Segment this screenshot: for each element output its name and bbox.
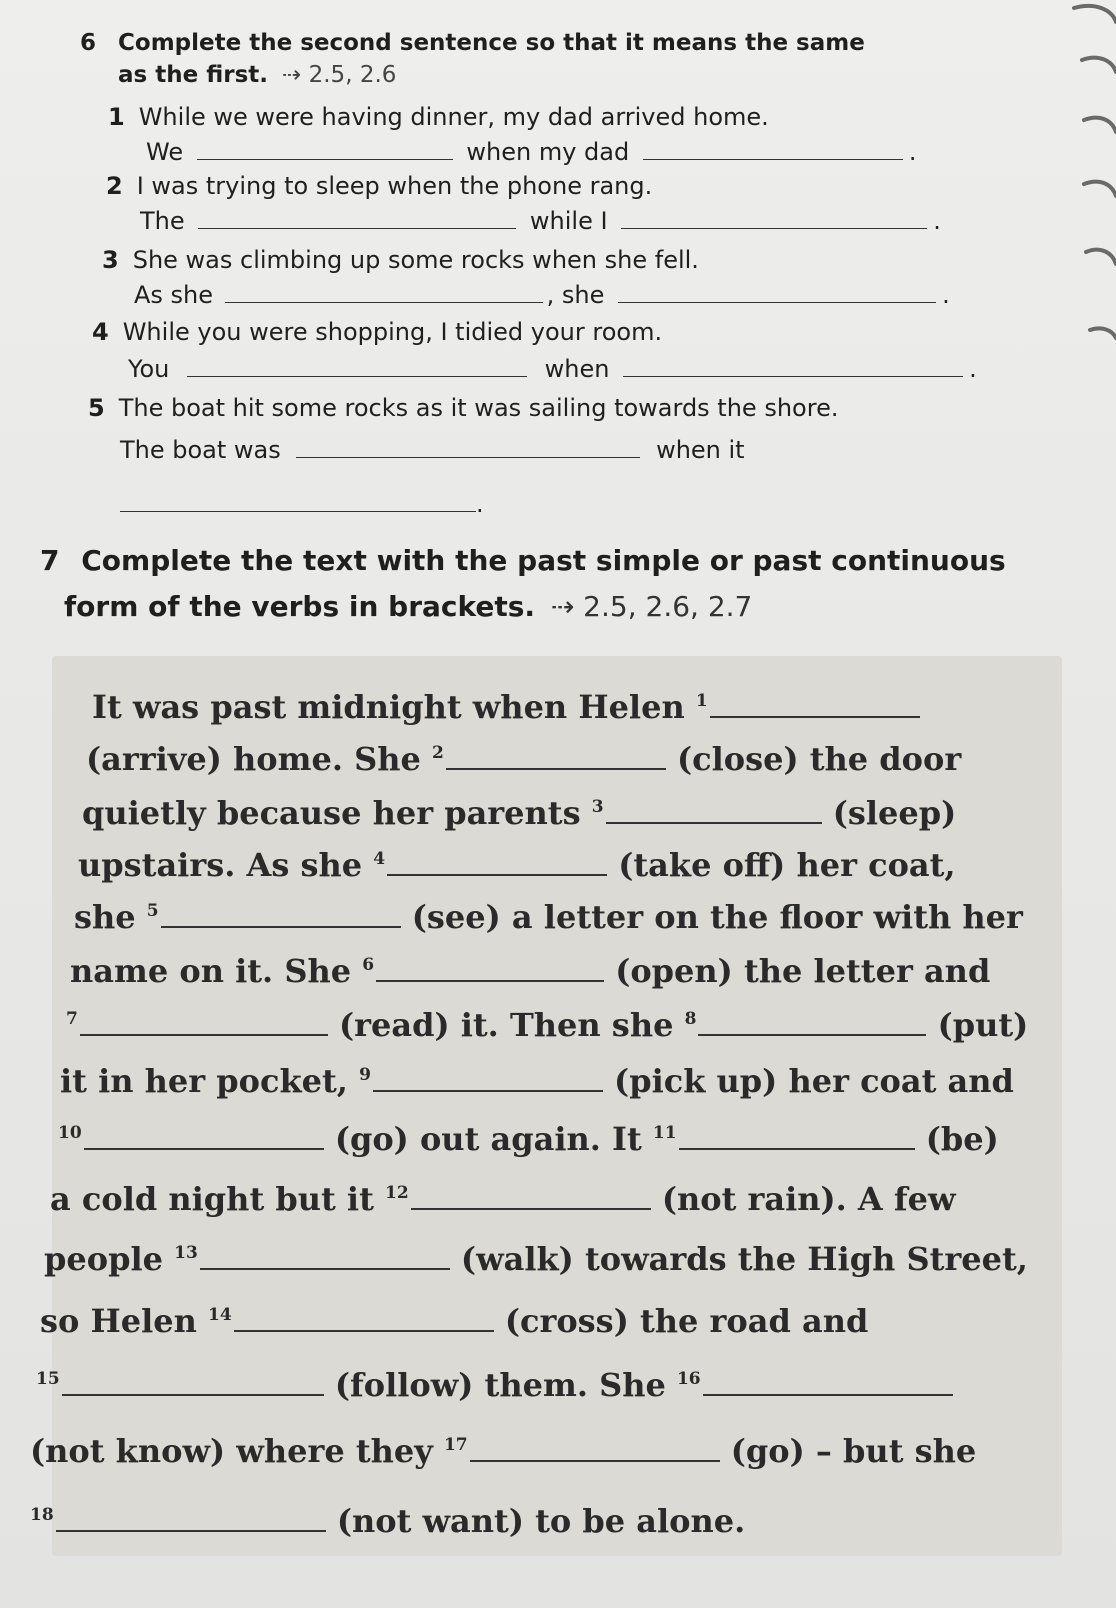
rewrite-middle: , she <box>546 281 605 309</box>
text-line-12 <box>40 1302 868 1340</box>
ex6-instruction-line2: as the first. <box>118 62 269 88</box>
ex6-item1-rewrite[interactable] <box>146 138 917 166</box>
ex6-item2-original <box>106 172 652 200</box>
answer-gap[interactable] <box>703 1394 953 1396</box>
end-stop: . <box>908 138 917 166</box>
original-sentence: The boat hit some rocks as it was sailing towards the shore. <box>118 394 839 422</box>
ex7-text-box <box>52 656 1062 1556</box>
text-fragment: she <box>74 898 136 936</box>
text-line-4 <box>78 846 956 884</box>
text-fragment: (not know) where they <box>30 1432 433 1470</box>
end-stop: . <box>942 281 950 309</box>
gap-number: 17 <box>443 1435 468 1456</box>
gap-number: 15 <box>36 1369 60 1390</box>
rewrite-start: The boat was <box>120 436 281 464</box>
gap-number: 14 <box>208 1305 232 1326</box>
text-fragment: (arrive) home. She <box>86 740 421 778</box>
text-fragment: (cross) the road and <box>504 1302 869 1340</box>
item-number: 1 <box>108 103 125 131</box>
text-fragment: (not want) to be alone. <box>336 1502 746 1540</box>
answer-blank[interactable] <box>197 159 453 160</box>
answer-gap[interactable] <box>470 1460 720 1462</box>
ex7-reference: ⇢ 2.5, 2.6, 2.7 <box>550 590 753 623</box>
answer-gap[interactable] <box>376 980 604 982</box>
answer-gap[interactable] <box>200 1268 450 1270</box>
gap-number: 13 <box>174 1243 198 1264</box>
ex6-item4-rewrite[interactable] <box>128 355 977 383</box>
item-number: 5 <box>88 394 105 422</box>
answer-gap[interactable] <box>411 1208 651 1210</box>
answer-gap[interactable] <box>84 1148 324 1150</box>
answer-blank[interactable] <box>225 302 543 303</box>
text-fragment: people <box>44 1240 163 1278</box>
answer-blank[interactable] <box>296 457 640 458</box>
text-fragment: (read) it. Then she <box>338 1006 674 1044</box>
answer-blank[interactable] <box>621 228 927 229</box>
ex6-item5-rewrite-cont[interactable] <box>120 490 484 518</box>
text-fragment: (pick up) her coat and <box>614 1062 1014 1100</box>
answer-gap[interactable] <box>161 926 401 928</box>
answer-gap[interactable] <box>387 874 607 876</box>
answer-gap[interactable] <box>679 1148 915 1150</box>
answer-blank[interactable] <box>198 228 516 229</box>
text-fragment: upstairs. As she <box>78 846 363 884</box>
ex6-heading <box>80 30 865 56</box>
answer-blank[interactable] <box>187 376 527 377</box>
gap-number: 4 <box>373 849 386 870</box>
ex6-item1-original <box>108 103 769 131</box>
answer-gap[interactable] <box>710 716 920 718</box>
text-line-9 <box>58 1120 999 1158</box>
ex7-number: 7 <box>40 544 60 577</box>
ex6-item5-rewrite[interactable] <box>120 436 745 464</box>
answer-gap[interactable] <box>80 1034 328 1036</box>
gap-number: 2 <box>431 743 444 764</box>
text-fragment: (not rain). A few <box>661 1180 956 1218</box>
answer-blank[interactable] <box>120 511 476 512</box>
gap-number: 11 <box>652 1123 677 1144</box>
text-line-15 <box>30 1502 745 1540</box>
gap-number: 12 <box>385 1183 409 1204</box>
text-fragment: (open) the letter and <box>615 952 991 990</box>
ex6-number: 6 <box>80 30 97 56</box>
gap-number: 6 <box>362 955 375 976</box>
text-line-2 <box>86 740 961 778</box>
original-sentence: I was trying to sleep when the phone rang. <box>136 172 653 200</box>
original-sentence: She was climbing up some rocks when she fell. <box>132 246 699 274</box>
text-fragment: (go) – but she <box>730 1432 977 1470</box>
item-number: 2 <box>106 172 123 200</box>
text-line-14 <box>30 1432 976 1470</box>
rewrite-start: You <box>128 355 170 383</box>
rewrite-middle: when <box>544 355 610 383</box>
text-fragment: (see) a letter on the floor with her <box>411 898 1023 936</box>
text-fragment: quietly because her parents <box>82 794 581 832</box>
rewrite-start: We <box>146 138 184 166</box>
end-stop: . <box>969 355 977 383</box>
gap-number: 7 <box>66 1009 78 1030</box>
ex7-instruction-line1: Complete the text with the past simple or past continuous <box>81 544 1006 577</box>
text-fragment: it in her pocket, <box>60 1062 348 1100</box>
rewrite-start: The <box>140 207 185 235</box>
answer-blank[interactable] <box>618 302 936 303</box>
text-line-6 <box>70 952 990 990</box>
text-fragment: It was past midnight when Helen <box>92 688 685 726</box>
text-fragment: (go) out again. It <box>334 1120 642 1158</box>
text-fragment: name on it. She <box>70 952 352 990</box>
ex6-item3-rewrite[interactable] <box>134 281 950 309</box>
ex6-heading-line2 <box>118 62 396 88</box>
end-stop: . <box>476 490 484 518</box>
text-line-10 <box>50 1180 956 1218</box>
gap-number: 18 <box>30 1505 54 1526</box>
text-line-7 <box>66 1006 1028 1044</box>
gap-number: 1 <box>695 691 708 712</box>
item-number: 4 <box>92 318 109 346</box>
ex7-instruction-line2: form of the verbs in brackets. <box>64 590 536 623</box>
text-fragment: a cold night but it <box>50 1180 374 1218</box>
text-line-5 <box>74 898 1023 936</box>
text-fragment: so Helen <box>40 1302 197 1340</box>
text-line-11 <box>44 1240 1028 1278</box>
ex6-reference: ⇢ 2.5, 2.6 <box>282 62 397 88</box>
ex6-item5-original <box>88 394 838 422</box>
answer-gap[interactable] <box>62 1394 324 1396</box>
answer-blank[interactable] <box>623 376 963 377</box>
ex6-item2-rewrite[interactable] <box>140 207 941 235</box>
text-fragment: (close) the door <box>676 740 962 778</box>
original-sentence: While you were shopping, I tidied your room. <box>122 318 663 346</box>
rewrite-middle: while I <box>529 207 608 235</box>
ex6-instruction-line1: Complete the second sentence so that it means the same <box>118 30 865 56</box>
gap-number: 16 <box>676 1369 701 1390</box>
ex7-heading <box>40 544 1006 577</box>
text-fragment: (walk) towards the High Street, <box>460 1240 1028 1278</box>
rewrite-middle: when it <box>656 436 745 464</box>
answer-blank[interactable] <box>643 159 903 160</box>
text-fragment: (follow) them. She <box>334 1366 666 1404</box>
rewrite-start: As she <box>134 281 214 309</box>
rewrite-middle: when my dad <box>466 138 630 166</box>
text-line-1 <box>92 688 920 726</box>
text-fragment: (be) <box>925 1120 999 1158</box>
gap-number: 3 <box>591 797 604 818</box>
text-line-8 <box>60 1062 1014 1100</box>
gap-number: 8 <box>684 1009 697 1030</box>
answer-gap[interactable] <box>446 768 666 770</box>
ex6-item4-original <box>92 318 662 346</box>
ex7-heading-line2 <box>64 590 752 623</box>
item-number: 3 <box>102 246 119 274</box>
end-stop: . <box>933 207 941 235</box>
gap-number: 10 <box>58 1123 82 1144</box>
gap-number: 9 <box>359 1065 371 1086</box>
answer-gap[interactable] <box>234 1330 494 1332</box>
answer-gap[interactable] <box>606 822 822 824</box>
answer-gap[interactable] <box>56 1530 326 1532</box>
original-sentence: While we were having dinner, my dad arrived home. <box>138 103 769 131</box>
text-fragment: (take off) her coat, <box>618 846 956 884</box>
answer-gap[interactable] <box>373 1090 603 1092</box>
gap-number: 5 <box>146 901 159 922</box>
text-fragment: (put) <box>937 1006 1029 1044</box>
text-line-13 <box>36 1366 953 1404</box>
text-fragment: (sleep) <box>832 794 957 832</box>
text-line-3 <box>82 794 956 832</box>
spiral-binding <box>1046 0 1116 380</box>
ex6-item3-original <box>102 246 699 274</box>
answer-gap[interactable] <box>698 1034 926 1036</box>
